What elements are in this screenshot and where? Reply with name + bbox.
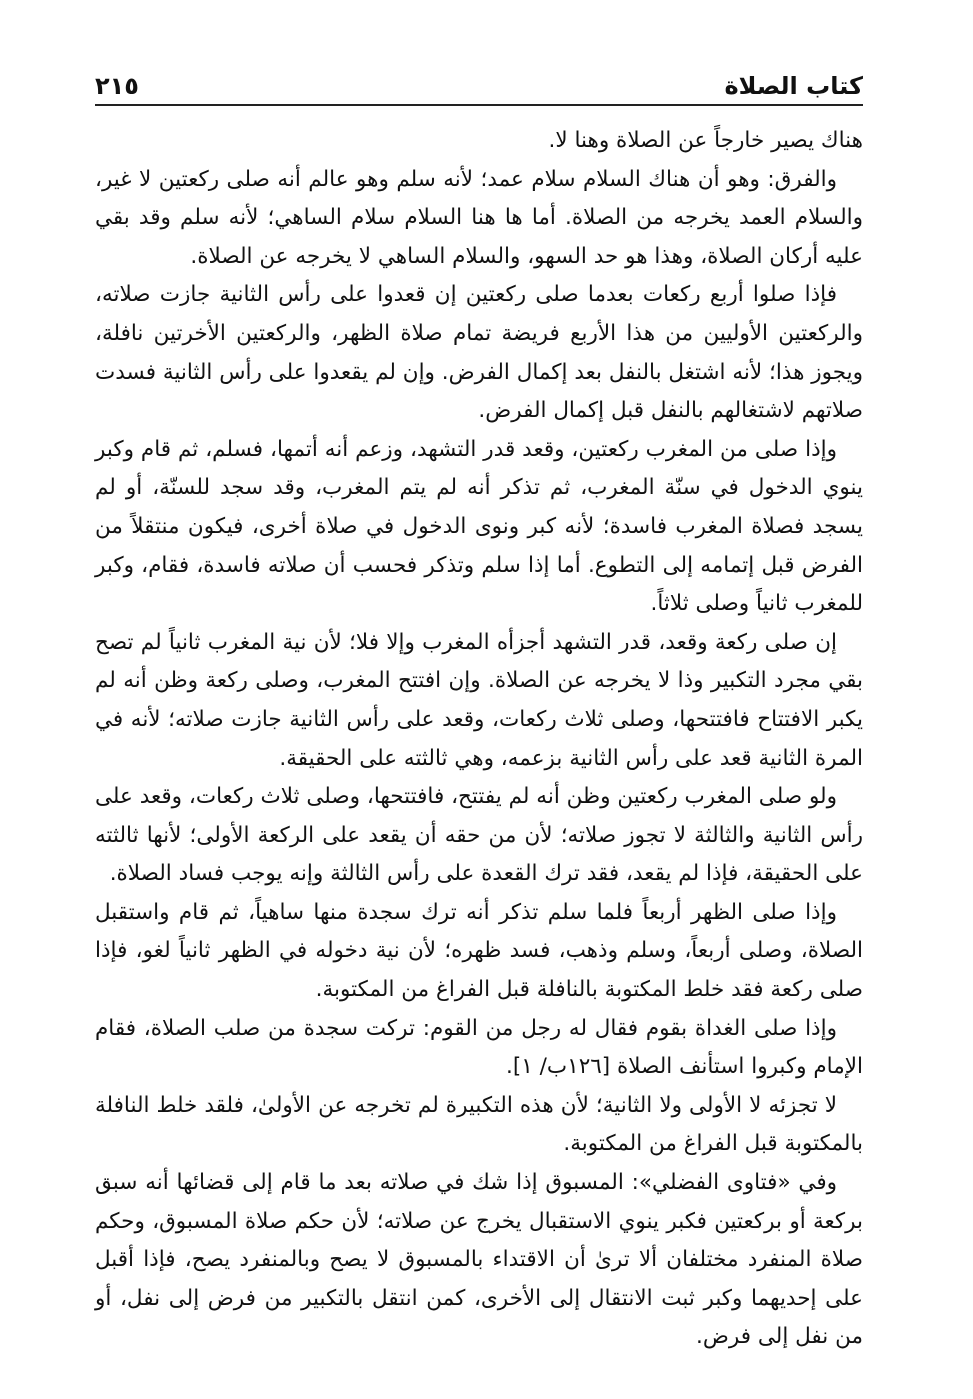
page-body: [95, 122, 863, 1357]
paragraph: وإذا صلى الظهر أربعاً فلما سلم تذكر أنه ترك سجدة منها ساهياً، ثم قام واستقبل الصلاة، وصلى أربعاً، وسلم وذهب، فسد ظهره؛ لأن نية دخوله في الظهر ثانياً لغو، فإذا صلى ركعة فقد خلط المكتوبة بالنافلة قبل الفراغ من المكتوبة.: [95, 899, 863, 1003]
paragraph: ولو صلى المغرب ركعتين وظن أنه لم يفتتح، فافتتحها، وصلى ثلاث ركعات، وقعد على رأس الثانية والثالثة لا تجوز صلاته؛ لأن من حقه أن يقعد على الركعة الأولى؛ لأنها ثالثته على الحقيقة، فإذا لم يقعد، فقد ترك القعدة على رأس الثالثة وإنه يوجب فساد الصلاة.: [95, 784, 863, 887]
paragraph: لا تجزئه لا الأولى ولا الثانية؛ لأن هذه التكبيرة لم تخرجه عن الأولىٰ، فلقد خلط النافلة بالمكتوبة قبل الفراغ من المكتوبة.: [95, 1092, 863, 1157]
paragraph: إن صلى ركعة وقعد، قدر التشهد أجزأه المغرب وإلا فلا؛ لأن نية المغرب ثانياً لم تصح بقي مجرد التكبير وذا لا يخرجه عن الصلاة. وإن افتتح المغرب، وصلى ركعة وظن أنه لم يكبر الافتتاح فافتتحها، وصلى ثلاث ركعات، وقعد على رأس الثانية جازت صلاته؛ لأنه في المرة الثانية قعد على رأس الثانية بزعمه، وهي ثالثته على الحقيقة.: [95, 629, 863, 771]
paragraph: وإذا صلى الغداة بقوم فقال له رجل من القوم: تركت سجدة من صلب الصلاة، فقام الإمام وكبروا استأنف الصلاة [١٢٦ب/ ١].: [95, 1015, 863, 1080]
page-number: ٢١٥: [95, 72, 139, 100]
paragraph: والفرق: وهو أن هناك السلام سلام عمد؛ لأنه سلم وهو عالم أنه صلى ركعتين لا غير، والسلام العمد يخرجه من الصلاة. أما ها هنا السلام سلام الساهي؛ لأنه سلم وقد بقي عليه أركان الصلاة، وهذا هو حد السهو، والسلام الساهي لا يخرجه عن الصلاة.: [95, 166, 863, 269]
page-header: [95, 58, 863, 106]
paragraph: وفي «فتاوى الفضلي»: المسبوق إذا شك في صلاته بعد ما قام إلى قضائها أنه سبق بركعة أو بركعتين فكبر ينوي الاستقبال يخرج عن صلاته؛ لأن حكم صلاة المسبوق، وحكم صلاة المنفرد مختلفان ألا ترىٰ أن الاقتداء بالمسبوق لا يصح وبالمنفرد يصح، فإذا أقبل على إحديهما وكبر ثبت الانتقال إلى الأخرى، كمن انتقل بالتكبير من فرض إلى نفل، أو من نفل إلى فرض.: [95, 1170, 863, 1350]
paragraph: هناك يصير خارجاً عن الصلاة وهنا لا.: [548, 128, 863, 153]
book-title: كتاب الصلاة: [724, 72, 863, 100]
paragraph: فإذا صلوا أربع ركعات بعدما صلى ركعتين إن قعدوا على رأس الثانية جازت صلاته، والركعتين الأوليين من هذا الأربع فريضة تمام صلاة الظهر، والركعتين الأخرتين نافلة، ويجوز هذا؛ لأنه اشتغل بالنفل بعد إكمال الفرض. وإن لم يقعدوا على رأس الثانية فسدت صلاتهم لاشتغالهم بالنفل قبل إكمال الفرض.: [95, 282, 863, 424]
paragraph: وإذا صلى من المغرب ركعتين، وقعد قدر التشهد، وزعم أنه أتمها، فسلم، ثم قام وكبر ينوي الدخول في سنّة المغرب، ثم تذكر أنه لم يتم المغرب، وقد سجد للسنّة، أو لم يسجد فصلاة المغرب فاسدة؛ لأنه كبر ونوى الدخول في صلاة أخرى، فيكون منتقلاً من الفرض قبل إتمامه إلى التطوع. أما إذا سلم وتذكر فحسب أن صلاته فاسدة، فقام، وكبر للمغرب ثانياً وصلى ثلاثاً.: [95, 436, 863, 617]
